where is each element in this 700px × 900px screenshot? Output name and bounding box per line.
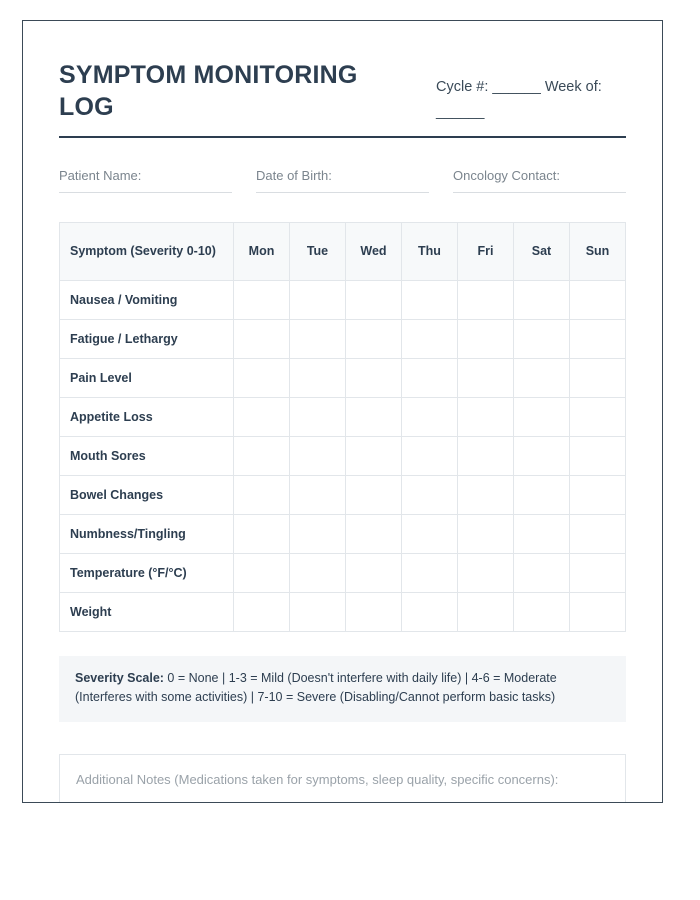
table-row xyxy=(60,514,626,553)
cycle-week-field[interactable]: Cycle #: ______ Week of: ______ xyxy=(436,79,602,121)
severity-entry-cell[interactable] xyxy=(458,358,514,397)
severity-entry-cell[interactable] xyxy=(234,553,290,592)
severity-entry-cell[interactable] xyxy=(458,397,514,436)
severity-entry-cell[interactable] xyxy=(402,397,458,436)
page-content xyxy=(23,21,662,803)
date-of-birth-field[interactable]: Date of Birth: xyxy=(256,168,429,193)
severity-entry-cell[interactable] xyxy=(346,280,402,319)
severity-entry-cell[interactable] xyxy=(346,397,402,436)
severity-entry-cell[interactable] xyxy=(290,397,346,436)
severity-entry-cell[interactable] xyxy=(458,319,514,358)
patient-name-field[interactable]: Patient Name: xyxy=(59,168,232,193)
severity-entry-cell[interactable] xyxy=(570,553,626,592)
severity-entry-cell[interactable] xyxy=(346,475,402,514)
severity-entry-cell[interactable] xyxy=(458,592,514,631)
table-header-row xyxy=(60,222,626,280)
symptom-row-label: Nausea / Vomiting xyxy=(60,280,234,319)
severity-entry-cell[interactable] xyxy=(346,553,402,592)
severity-entry-cell[interactable] xyxy=(290,358,346,397)
severity-entry-cell[interactable] xyxy=(458,553,514,592)
severity-entry-cell[interactable] xyxy=(234,397,290,436)
page-title: SYMPTOM MONITORING LOG xyxy=(59,61,358,121)
column-header-thu: Thu xyxy=(402,222,458,280)
severity-entry-cell[interactable] xyxy=(570,436,626,475)
severity-entry-cell[interactable] xyxy=(346,358,402,397)
symptom-row-label: Weight xyxy=(60,592,234,631)
severity-entry-cell[interactable] xyxy=(290,436,346,475)
severity-entry-cell[interactable] xyxy=(514,592,570,631)
oncology-contact-field[interactable]: Oncology Contact: xyxy=(453,168,626,193)
severity-entry-cell[interactable] xyxy=(234,475,290,514)
symptom-table xyxy=(59,222,626,632)
document-page xyxy=(22,20,663,803)
severity-entry-cell[interactable] xyxy=(458,475,514,514)
severity-entry-cell[interactable] xyxy=(570,397,626,436)
symptom-row-label: Fatigue / Lethargy xyxy=(60,319,234,358)
severity-entry-cell[interactable] xyxy=(570,319,626,358)
document-header xyxy=(59,59,626,126)
title-divider xyxy=(59,136,626,138)
severity-entry-cell[interactable] xyxy=(346,592,402,631)
severity-entry-cell[interactable] xyxy=(402,514,458,553)
severity-entry-cell[interactable] xyxy=(514,436,570,475)
symptom-table-body xyxy=(60,280,626,631)
table-row xyxy=(60,319,626,358)
additional-notes-box[interactable] xyxy=(59,754,626,804)
severity-entry-cell[interactable] xyxy=(290,319,346,358)
severity-entry-cell[interactable] xyxy=(402,592,458,631)
symptom-row-label: Bowel Changes xyxy=(60,475,234,514)
severity-entry-cell[interactable] xyxy=(514,280,570,319)
table-row xyxy=(60,436,626,475)
symptom-row-label: Numbness/Tingling xyxy=(60,514,234,553)
severity-entry-cell[interactable] xyxy=(514,553,570,592)
column-header-symptom: Symptom (Severity 0-10) xyxy=(60,222,234,280)
table-row xyxy=(60,553,626,592)
severity-entry-cell[interactable] xyxy=(290,514,346,553)
table-row xyxy=(60,592,626,631)
severity-entry-cell[interactable] xyxy=(514,358,570,397)
severity-entry-cell[interactable] xyxy=(234,514,290,553)
severity-scale-note xyxy=(59,656,626,722)
severity-entry-cell[interactable] xyxy=(458,280,514,319)
table-row xyxy=(60,358,626,397)
severity-entry-cell[interactable] xyxy=(514,475,570,514)
severity-entry-cell[interactable] xyxy=(290,475,346,514)
severity-entry-cell[interactable] xyxy=(234,358,290,397)
severity-entry-cell[interactable] xyxy=(346,436,402,475)
severity-entry-cell[interactable] xyxy=(514,514,570,553)
symptom-row-label: Temperature (°F/°C) xyxy=(60,553,234,592)
severity-entry-cell[interactable] xyxy=(570,358,626,397)
severity-entry-cell[interactable] xyxy=(402,280,458,319)
symptom-table-header xyxy=(60,222,626,280)
column-header-fri: Fri xyxy=(458,222,514,280)
severity-entry-cell[interactable] xyxy=(570,280,626,319)
symptom-row-label: Appetite Loss xyxy=(60,397,234,436)
severity-entry-cell[interactable] xyxy=(514,397,570,436)
severity-entry-cell[interactable] xyxy=(402,319,458,358)
severity-entry-cell[interactable] xyxy=(234,319,290,358)
severity-entry-cell[interactable] xyxy=(402,436,458,475)
severity-entry-cell[interactable] xyxy=(458,436,514,475)
column-header-mon: Mon xyxy=(234,222,290,280)
severity-entry-cell[interactable] xyxy=(402,553,458,592)
severity-scale-text: 0 = None | 1-3 = Mild (Doesn't interfere with daily life) | 4-6 = Moderate (Interferes with some activities) | 7-10 = Severe (Disabling/Cannot perform basic tasks) xyxy=(75,670,557,705)
table-row xyxy=(60,475,626,514)
column-header-sun: Sun xyxy=(570,222,626,280)
severity-entry-cell[interactable] xyxy=(570,514,626,553)
severity-entry-cell[interactable] xyxy=(570,475,626,514)
severity-entry-cell[interactable] xyxy=(234,592,290,631)
column-header-sat: Sat xyxy=(514,222,570,280)
additional-notes-placeholder: Additional Notes (Medications taken for symptoms, sleep quality, specific concerns): xyxy=(76,771,559,787)
column-header-tue: Tue xyxy=(290,222,346,280)
severity-entry-cell[interactable] xyxy=(346,514,402,553)
symptom-row-label: Mouth Sores xyxy=(60,436,234,475)
severity-entry-cell[interactable] xyxy=(402,475,458,514)
severity-entry-cell[interactable] xyxy=(346,319,402,358)
patient-info-row xyxy=(59,168,626,193)
table-row xyxy=(60,397,626,436)
severity-entry-cell[interactable] xyxy=(290,280,346,319)
severity-entry-cell[interactable] xyxy=(402,358,458,397)
table-row xyxy=(60,280,626,319)
severity-entry-cell[interactable] xyxy=(570,592,626,631)
severity-entry-cell[interactable] xyxy=(290,592,346,631)
severity-entry-cell[interactable] xyxy=(458,514,514,553)
column-header-wed: Wed xyxy=(346,222,402,280)
severity-entry-cell[interactable] xyxy=(290,553,346,592)
severity-entry-cell[interactable] xyxy=(234,436,290,475)
symptom-row-label: Pain Level xyxy=(60,358,234,397)
severity-entry-cell[interactable] xyxy=(234,280,290,319)
severity-entry-cell[interactable] xyxy=(514,319,570,358)
severity-scale-heading: Severity Scale: xyxy=(75,670,164,685)
